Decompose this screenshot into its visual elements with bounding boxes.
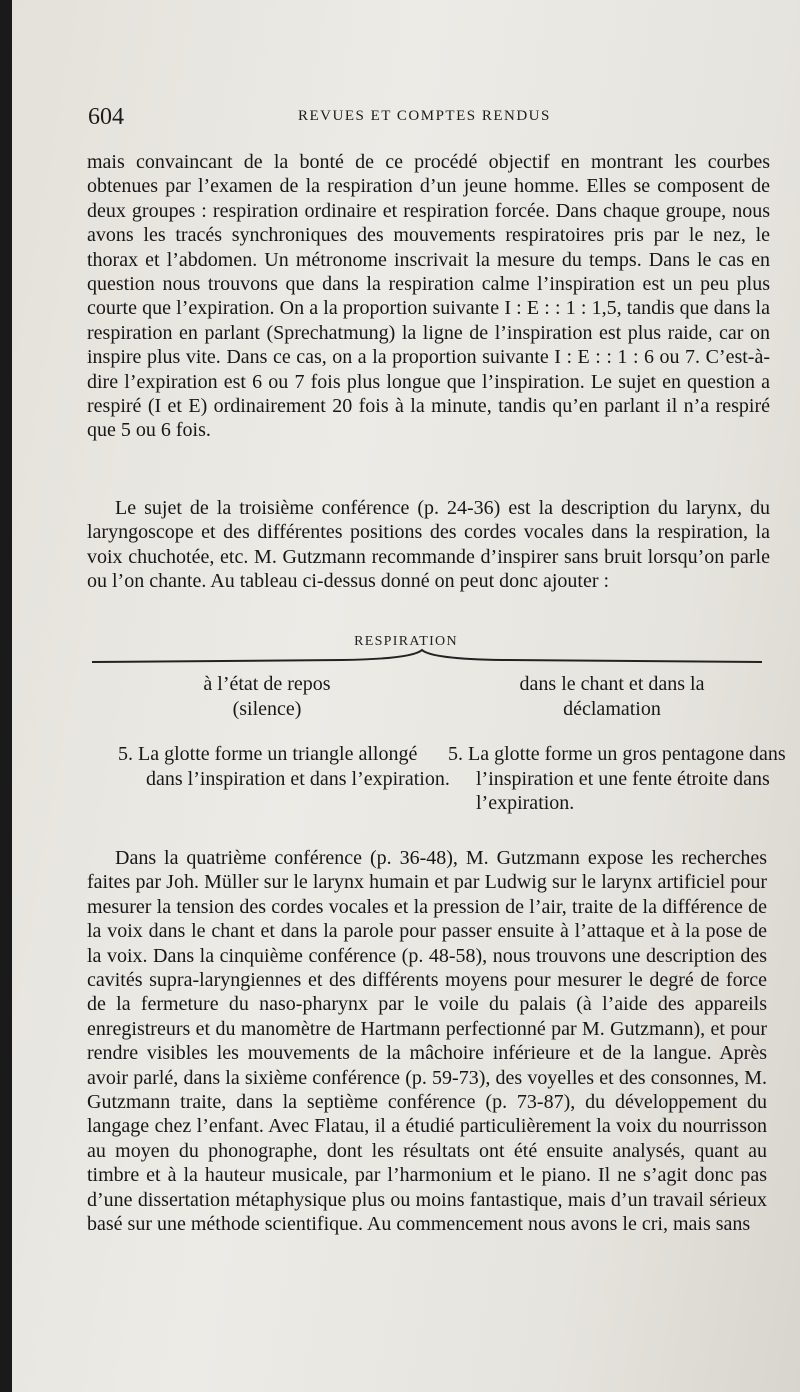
page-number: 604 [88,104,124,130]
book-page [12,0,800,1392]
left-column-heading [142,672,392,721]
running-head: REVUES ET COMPTES RENDUS [298,108,551,124]
left-heading-line-2: (silence) [232,697,302,720]
right-column-heading [462,672,762,721]
left-column-item: 5. La glotte forme un triangle allongé dans l’inspiration et dans l’expiration. [118,743,450,790]
page-header [88,104,768,134]
paragraph-1: mais convaincant de la bonté de ce procédé objectif en montrant les courbes obtenues par l’examen de la respiration d’un jeune homme. Elles se composent de deux groupes : respiration ordinaire et respiration forcée. Dans chaque groupe, nous avons les tracés synchroniques des mouvements respiratoires pris par le nez, le thorax et l’abdomen. Un métronome inscrivait la mesure du temps. Dans le cas en question nous trouvons que dans la respiration calme l’inspiration est un peu plus courte que l’expiration. On a la proportion suivante I : E : : 1 : 1,5, tandis que dans la respiration en parlant (Sprechatmung) la ligne de l’inspiration est plus raide, car on inspire plus vite. Dans ce cas, on a la proportion suivante I : E : : 1 : 6 ou 7. C’est-à-dire l’expiration est 6 ou 7 fois plus longue que l’inspiration. Le sujet en question a respiré (I et E) ordinairement 20 fois à la minute, tandis qu’en parlant il n’a respiré que 5 ou 6 fois. [87,151,770,442]
brace-divider [92,648,762,668]
right-column-item: 5. La glotte forme un gros pentagone dans l’inspiration et une fente étroite dans l’expiration. [448,743,786,814]
paragraph-2: Le sujet de la troisième conférence (p. 24-36) est la description du larynx, du laryngoscope et des différentes positions des cordes vocales dans la respiration, la voix chuchotée, etc. M. Gutzmann recommande d’inspirer sans bruit lorsqu’on parle ou l’on chante. Au tableau ci-dessus donné on peut donc ajouter : [87,497,770,593]
right-heading-line-1: dans le chant et dans la [519,673,705,695]
right-heading-line-2: déclamation [563,697,661,720]
left-heading-line-1: à l’état de repos [203,673,331,695]
table-caption: RESPIRATION [354,634,458,649]
paragraph-3: Dans la quatrième conférence (p. 36-48), M. Gutzmann expose les recherches faites par Joh. Müller sur le larynx humain et par Ludwig sur le larynx artificiel pour mesurer la tension des cordes vocales et la pression de l’air, traite de la différence de la voix dans le chant et dans la parole pour passer ensuite à l’attaque et à la pose de la voix. Dans la cinquième conférence (p. 48-58), nous trouvons une description des cavités supra-laryngiennes et des différents moyens pour mesurer le degré de force de la fermeture du naso-pharynx par le voile du palais (à l’aide des appareils enregistreurs et du manomètre de Hartmann perfectionné par M. Gutzmann), et pour rendre visibles les mouvements de la mâchoire inférieure et de la langue. Après avoir parlé, dans la sixième conférence (p. 59-73), des voyelles et des consonnes, M. Gutzmann traite, dans la septième conférence (p. 73-87), du développement du langage chez l’enfant. Avec Flatau, il a étudié particulièrement la voix du nourrisson au moyen du phonographe, dont les résultats ont été ensuite analysés, quant au timbre et à la hauteur musicale, par l’harmonium et le piano. Il ne s’agit donc pas d’une dissertation métaphysique plus ou moins fantastique, mais d’un travail sérieux basé sur une méthode scientifique. Au commencement nous avons le cri, mais sans [87,847,767,1236]
